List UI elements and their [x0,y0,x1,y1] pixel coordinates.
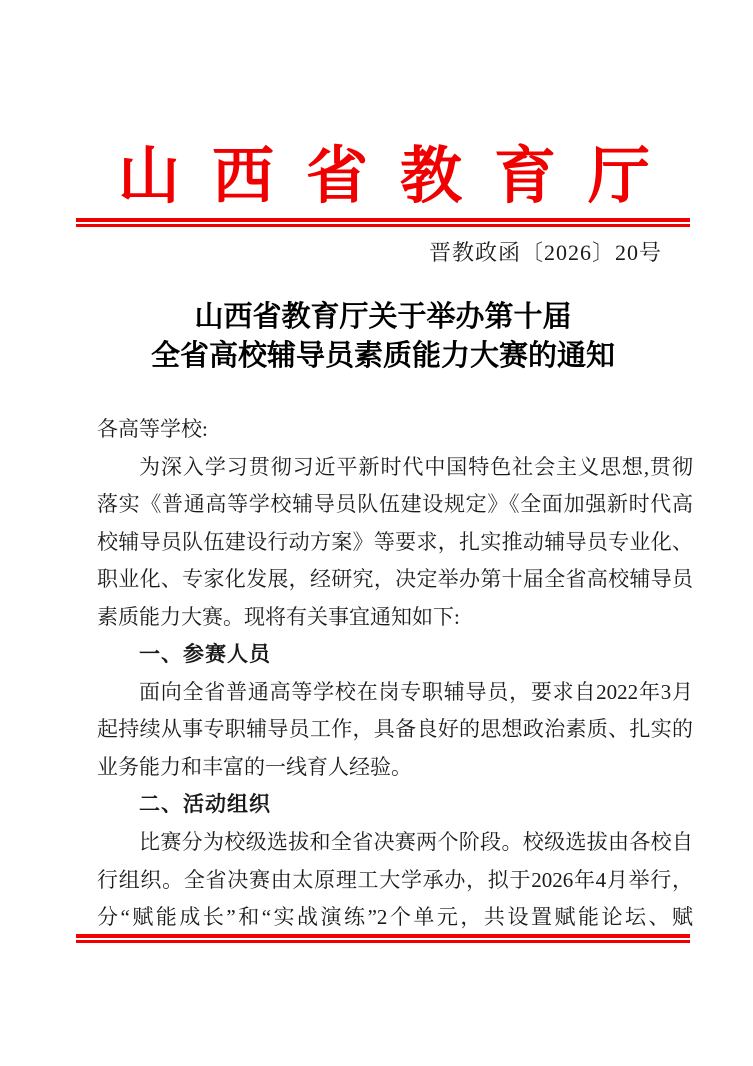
section-heading-1: 一、参赛人员 [139,643,271,667]
body-line: 面向全省普通高等学校在岗专职辅导员，要求自2022年3月 [139,679,693,704]
body-line: 业务能力和丰富的一线育人经验。 [97,754,412,779]
body-line: 比赛分为校级选拔和全省决赛两个阶段。校级选拔由各校自 [139,830,693,855]
footer-divider-thin-stripe [76,940,690,943]
body-line: 为深入学习贯彻习近平新时代中国特色社会主义思想,贯彻 [139,454,693,479]
body-line: 素质能力大赛。现将有关事宜通知如下: [97,604,460,629]
header-divider-thin-stripe [76,224,690,227]
body-line: 职业化、专家化发展，经研究，决定举办第十届全省高校辅导员 [97,567,693,592]
body-line-salutation: 各高等学校: [97,417,208,441]
header-divider-line [76,218,690,227]
section-heading-2: 二、活动组织 [139,793,271,817]
body-line: 行组织。全省决赛由太原理工大学承办，拟于2026年4月举行， [97,867,693,892]
body-line: 分“赋能成长”和“实战演练”2个单元，共设置赋能论坛、赋 [97,905,693,930]
body-line: 校辅导员队伍建设行动方案》等要求，扎实推动辅导员专业化、 [97,529,693,554]
body-line: 起持续从事专职辅导员工作，具备良好的思想政治素质、扎实的 [97,717,693,742]
body-line: 落实《普通高等学校辅导员队伍建设规定》《全面加强新时代高 [97,492,693,517]
document-reference-number: 晋教政函〔2026〕20号 [428,240,662,265]
document-title-line-1: 山西省教育厅关于举办第十届 [194,301,572,333]
footer-divider-line [76,934,690,943]
document-title [76,298,690,376]
document-title-line-2: 全省高校辅导员素质能力大赛的通知 [150,340,615,372]
document-body [97,411,693,937]
agency-masthead-title: 山西省教育厅 [118,143,683,211]
